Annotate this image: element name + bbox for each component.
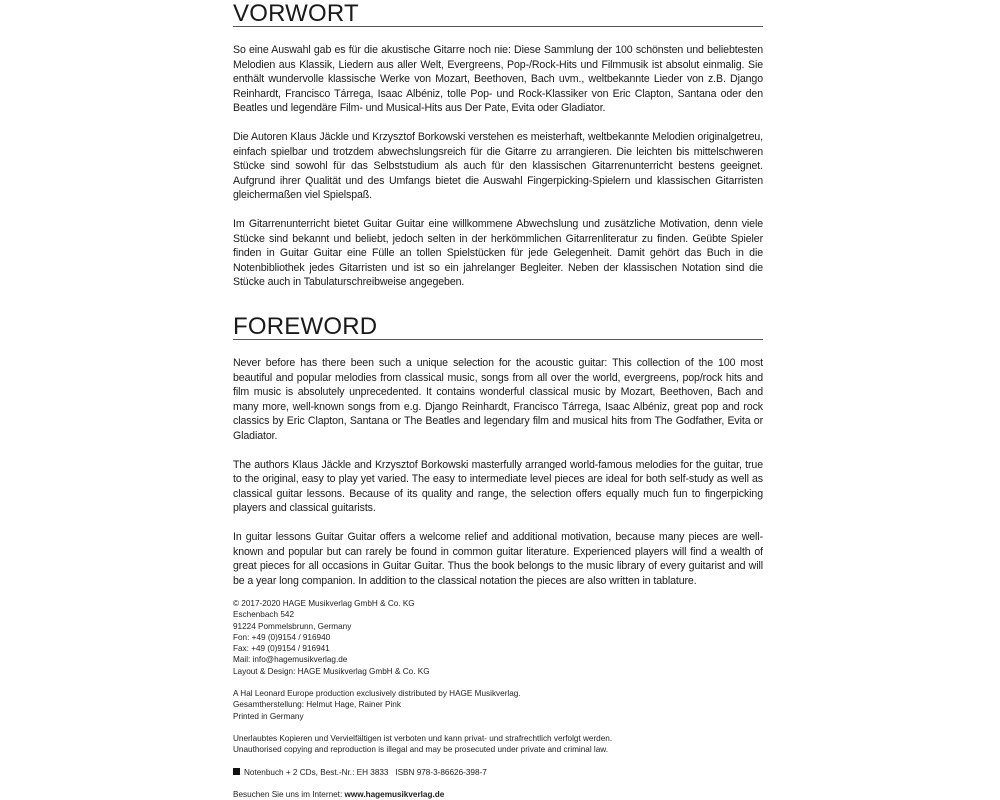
- foreword-heading-block: [233, 314, 763, 340]
- production-block: [233, 688, 793, 722]
- copyright-english: Unauthorised copying and reproduction is illegal and may be prosecuted under private and criminal law.: [233, 745, 609, 755]
- website-link[interactable]: www.hagemusikverlag.de: [344, 789, 445, 799]
- publisher-layout: Layout & Design: HAGE Musikverlag GmbH & Co. KG: [233, 666, 430, 676]
- publisher-fax: Fax: +49 (0)9154 / 916941: [233, 644, 330, 654]
- edition-text: Notenbuch + 2 CDs, Best.-Nr.: EH 3833 ISBN 978-3-86626-398-7: [244, 767, 487, 777]
- publisher-mail: Mail: info@hagemusikverlag.de: [233, 655, 348, 665]
- vorwort-heading-block: [233, 1, 763, 27]
- foreword-paragraph-2: The authors Klaus Jäckle and Krzysztof Borkowski masterfully arranged world-famous melodies for the guitar, true to the original, easy to play yet varied. The easy to intermediate level pieces are ideal for both self-study as well as classical guitar lessons. Because of its quality and range, the selection offers equally much fun to fingerpicking players and classical guitarists.: [233, 458, 763, 514]
- vorwort-paragraph-2: Die Autoren Klaus Jäckle und Krzysztof Borkowski verstehen es meisterhaft, weltbekannte Melodien originalgetreu, einfach spielbar und trotzdem abwechslungsreich für die Gitarre zu arrangieren. Die leichten bis mittelschweren Stücke sind sowohl für das Selbststudium als auch für den klassischen Gitarrenunterricht bestens geeignet. Aufgrund ihrer Qualität und des Umfangs bietet die Auswahl Fingerpicking-Spielern und klassischen Gitarristen gleichermaßen viel Spielspaß.: [233, 131, 763, 201]
- web-block: [233, 789, 793, 800]
- publisher-street: Eschenbach 542: [233, 610, 294, 620]
- vorwort-body: [233, 43, 763, 290]
- copyright-block: [233, 733, 793, 756]
- production-distribution: A Hal Leonard Europe production exclusively distributed by HAGE Musikverlag.: [233, 689, 521, 699]
- foreword-body: [233, 356, 763, 588]
- publisher-city: 91224 Pommelsbrunn, Germany: [233, 621, 352, 631]
- production-manufacturing: Gesamtherstellung: Helmut Hage, Rainer Pink: [233, 700, 401, 710]
- square-bullet-icon: [233, 768, 240, 775]
- foreword-title: FOREWORD: [233, 313, 378, 340]
- publisher-phone: Fon: +49 (0)9154 / 916940: [233, 632, 331, 642]
- copyright-german: Unerlaubtes Kopieren und Vervielfältigen ist verboten und kann privat- und strafrechtlich verfolgt werden.: [233, 733, 613, 743]
- vorwort-paragraph-1: So eine Auswahl gab es für die akustische Gitarre noch nie: Diese Sammlung der 100 schönsten und beliebtesten Melodien aus Klassik, Liedern aus aller Welt, Evergreens, Pop-/Rock-Hits und Filmmusik ist absolut einmalig. Sie enthält wundervolle klassische Werke von Mozart, Beethoven, Bach uvm., weltbekannte Lieder von z.B. Django Reinhardt, Francisco Tárrega, Isaac Albéniz, tolle Pop- und Rock-Klassiker von Eric Clapton, Santana oder den Beatles und legendäre Film- und Musical-Hits aus Der Pate, Evita oder Gladiator.: [233, 44, 763, 114]
- edition-line: [233, 767, 793, 778]
- edition-block: [233, 767, 793, 778]
- publisher-block: [233, 598, 793, 677]
- foreword-paragraph-1: Never before has there been such a unique selection for the acoustic guitar: This collection of the 100 most beautiful and popular melodies from classical music, songs from all over the world, evergreens, pop/rock hits and film music is absolutely unprecedented. It contains wonderful classical music by Mozart, Beethoven, Bach and many more, well-known songs from e.g. Django Reinhardt, Francisco Tárrega, Isaac Albéniz, great pop and rock classics by Eric Clapton, Santana or The Beatles and legendary film and musical hits from The Godfather, Evita or Gladiator.: [233, 357, 763, 442]
- web-line: [233, 789, 793, 800]
- foreword-paragraph-3: In guitar lessons Guitar Guitar offers a welcome relief and additional motivation, because many pieces are well-known and popular but can rarely be found in common guitar literature. Experienced players will find a wealth of great pieces for all occasions in Guitar Guitar. Thus the book belongs to the music library of every guitarist and will be a year long companion. In addition to the classical notation the pieces are also written in tablature.: [233, 531, 763, 587]
- vorwort-paragraph-3: Im Gitarrenunterricht bietet Guitar Guitar eine willkommene Abwechslung und zusätzliche Motivation, denn viele Stücke sind bekannt und beliebt, jedoch selten in der herkömmlichen Gitarrenliteratur zu finden. Geübte Spieler finden in Guitar Guitar eine Fülle an tollen Spielstücken für jede Gelegenheit. Damit gehört das Buch in die Notenbibliothek jedes Gitarristen und ist so ein jahrelanger Begleiter. Neben der klassischen Notation sind die Stücke auch in Tabulaturschreibweise angegeben.: [233, 218, 763, 288]
- production-printed: Printed in Germany: [233, 711, 304, 721]
- vorwort-title: VORWORT: [233, 0, 359, 27]
- web-prefix: Besuchen Sie uns im Internet:: [233, 789, 345, 799]
- publisher-copyright: © 2017-2020 HAGE Musikverlag GmbH & Co. KG: [233, 599, 415, 608]
- imprint: [233, 598, 793, 800]
